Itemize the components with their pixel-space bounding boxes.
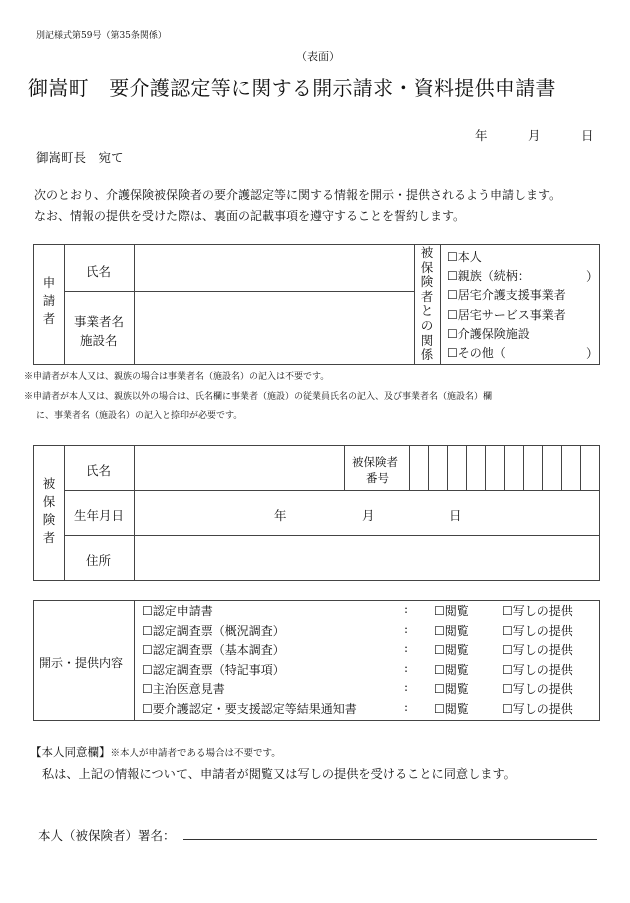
consent-text: 私は、上記の情報について、申請者が閲覧又は写しの提供を受けることに同意します。 bbox=[42, 767, 516, 781]
option-copy[interactable]: ☐ 写しの提供 bbox=[502, 622, 573, 639]
checkbox-icon[interactable] bbox=[502, 702, 513, 716]
disclosure-item: ☐ 認定調査票（特記事項） bbox=[142, 661, 285, 678]
checkbox-icon[interactable] bbox=[142, 624, 153, 638]
option-view[interactable]: ☐ 閲覧 bbox=[434, 622, 469, 639]
consent-heading: 【本人同意欄】※本人が申請者である場合は不要です。 bbox=[30, 745, 281, 759]
note-2b: に、事業者名（施設名）の記入と捺印が必要です。 bbox=[36, 411, 243, 421]
applicant-org-field[interactable] bbox=[136, 293, 412, 363]
option-view[interactable]: ☐ 閲覧 bbox=[434, 661, 469, 678]
address-field[interactable] bbox=[136, 537, 598, 579]
birth-date-label: 生年月日 bbox=[74, 508, 125, 523]
disclosure-item: ☐ 要介護認定・要支援認定等結果通知書 bbox=[142, 700, 357, 717]
disclosure-colon: : bbox=[404, 680, 409, 694]
family-close-paren: ） bbox=[586, 269, 599, 284]
address-label: 住所 bbox=[86, 553, 112, 568]
disclosure-colon: : bbox=[404, 641, 409, 655]
disclosure-item: ☐ 認定調査票（基本調査） bbox=[142, 641, 285, 658]
relation-option-home-service[interactable]: ☐ 居宅サービス事業者 bbox=[447, 306, 566, 323]
checkbox-icon[interactable] bbox=[434, 624, 445, 638]
disclosure-item: ☐ 主治医意見書 bbox=[142, 680, 225, 697]
intro-line-1: 次のとおり、介護保険被保険者の要介護認定等に関する情報を開示・提供されるよう申請します。 bbox=[34, 188, 562, 202]
option-copy[interactable]: ☐ 写しの提供 bbox=[502, 680, 573, 697]
applicant-name-field[interactable] bbox=[136, 246, 412, 289]
checkbox-icon[interactable] bbox=[447, 250, 458, 264]
birth-year: 年 bbox=[274, 508, 287, 523]
relation-section-label: 被 保 険 者 と の 関 係 bbox=[420, 245, 434, 363]
relation-option-other[interactable]: ☐ その他（ bbox=[447, 344, 506, 361]
relation-option-facility[interactable]: ☐ 介護保険施設 bbox=[447, 325, 530, 342]
date-day[interactable]: 日 bbox=[581, 128, 594, 143]
consent-heading-note: ※本人が申請者である場合は不要です。 bbox=[110, 748, 281, 759]
form-title: 御嵩町 要介護認定等に関する開示請求・資料提供申請書 bbox=[28, 76, 556, 100]
insured-number-field[interactable] bbox=[411, 447, 598, 488]
checkbox-icon[interactable] bbox=[447, 308, 458, 322]
birth-day: 日 bbox=[449, 508, 462, 523]
checkbox-icon[interactable] bbox=[434, 643, 445, 657]
option-copy[interactable]: ☐ 写しの提供 bbox=[502, 602, 573, 619]
option-view[interactable]: ☐ 閲覧 bbox=[434, 641, 469, 658]
checkbox-icon[interactable] bbox=[447, 288, 458, 302]
disclosure-item: ☐ 認定調査票（概況調査） bbox=[142, 622, 285, 639]
form-side: （表面） bbox=[296, 50, 340, 63]
applicant-section-label: 申 請 者 bbox=[42, 275, 56, 326]
note-2a: ※申請者が本人又は、親族以外の場合は、氏名欄に事業者（施設）の従業員氏名の記入、及び事業者名（施設名）欄 bbox=[24, 392, 493, 402]
checkbox-icon[interactable] bbox=[434, 604, 445, 618]
checkbox-icon[interactable] bbox=[502, 643, 513, 657]
checkbox-icon[interactable] bbox=[447, 327, 458, 341]
intro-line-2: なお、情報の提供を受けた際は、裏面の記載事項を遵守することを誓約します。 bbox=[34, 209, 466, 223]
birth-date-field[interactable] bbox=[136, 492, 598, 533]
option-view[interactable]: ☐ 閲覧 bbox=[434, 602, 469, 619]
date-month[interactable]: 月 bbox=[528, 128, 541, 143]
disclosure-colon: : bbox=[404, 660, 409, 675]
relation-option-family[interactable]: ☐ 親族（続柄： bbox=[447, 267, 530, 284]
checkbox-icon[interactable] bbox=[142, 643, 153, 657]
checkbox-icon[interactable] bbox=[142, 702, 153, 716]
insured-name-label: 氏名 bbox=[86, 463, 112, 478]
note-1: ※申請者が本人又は、親族の場合は事業者名（施設名）の記入は不要です。 bbox=[24, 372, 330, 382]
disclosure-colon: : bbox=[404, 621, 409, 636]
checkbox-icon[interactable] bbox=[142, 663, 153, 677]
relation-option-self[interactable]: ☐ 本人 bbox=[447, 248, 482, 265]
other-close-paren: ） bbox=[586, 346, 599, 361]
insured-section-label: 被 保 険 者 bbox=[42, 476, 56, 545]
checkbox-icon[interactable] bbox=[142, 682, 153, 696]
birth-month: 月 bbox=[362, 508, 375, 523]
disclosure-label: 開示・提供内容 bbox=[39, 656, 124, 670]
relation-option-care-support[interactable]: ☐ 居宅介護支援事業者 bbox=[447, 286, 566, 303]
date-year[interactable]: 年 bbox=[475, 128, 488, 143]
option-view[interactable]: ☐ 閲覧 bbox=[434, 680, 469, 697]
addressee: 御嵩町長 宛て bbox=[36, 150, 124, 165]
option-copy[interactable]: ☐ 写しの提供 bbox=[502, 641, 573, 658]
checkbox-icon[interactable] bbox=[447, 346, 458, 360]
signature-label: 本人（被保険者）署名： bbox=[38, 828, 176, 843]
disclosure-colon: : bbox=[404, 699, 409, 714]
checkbox-icon[interactable] bbox=[142, 604, 153, 618]
checkbox-icon[interactable] bbox=[502, 682, 513, 696]
checkbox-icon[interactable] bbox=[502, 663, 513, 677]
insured-name-field[interactable] bbox=[136, 447, 342, 488]
signature-field[interactable] bbox=[183, 822, 597, 840]
checkbox-icon[interactable] bbox=[434, 702, 445, 716]
option-view[interactable]: ☐ 閲覧 bbox=[434, 700, 469, 717]
disclosure-item: ☐ 認定申請書 bbox=[142, 602, 213, 619]
checkbox-icon[interactable] bbox=[502, 624, 513, 638]
disclosure-colon: : bbox=[404, 602, 409, 616]
insured-number-label-2: 番号 bbox=[366, 471, 389, 485]
checkbox-icon[interactable] bbox=[434, 682, 445, 696]
checkbox-icon[interactable] bbox=[502, 604, 513, 618]
checkbox-icon[interactable] bbox=[447, 269, 458, 283]
form-number: 別記様式第59号（第35条関係） bbox=[36, 31, 167, 41]
applicant-org-label-2: 施設名 bbox=[80, 333, 118, 348]
insured-number-label-1: 被保険者 bbox=[352, 455, 398, 469]
option-copy[interactable]: ☐ 写しの提供 bbox=[502, 700, 573, 717]
applicant-org-label-1: 事業者名 bbox=[74, 314, 125, 329]
applicant-name-label: 氏名 bbox=[86, 264, 112, 279]
option-copy[interactable]: ☐ 写しの提供 bbox=[502, 661, 573, 678]
checkbox-icon[interactable] bbox=[434, 663, 445, 677]
